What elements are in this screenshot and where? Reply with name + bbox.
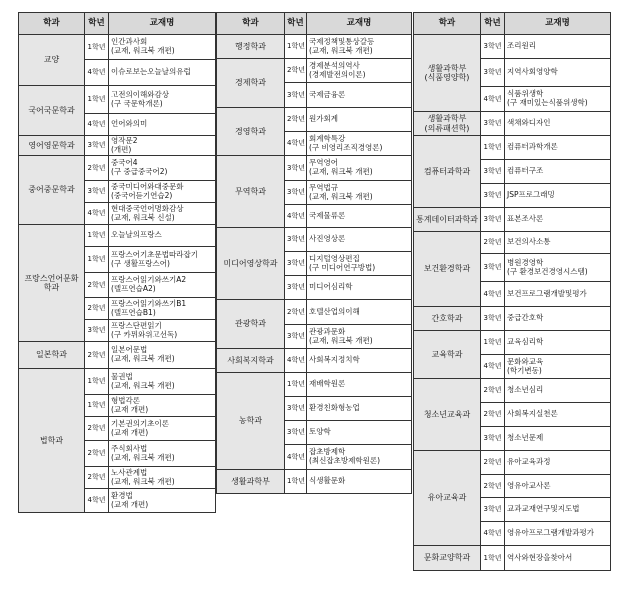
department-name: 통계데이터과학과 xyxy=(414,208,481,232)
department-name: 국어국문학과 xyxy=(19,86,85,136)
year-cell: 1학년 xyxy=(285,470,307,494)
table-row xyxy=(414,35,611,59)
year-cell: 1학년 xyxy=(285,373,307,397)
textbook-cell: 청소년심리 xyxy=(505,379,611,403)
year-cell: 4학년 xyxy=(481,87,505,112)
textbook-cell: 일본어문법 (교재, 워크북 개편) xyxy=(109,342,216,369)
year-cell: 3학년 xyxy=(481,184,505,208)
year-cell: 1학년 xyxy=(85,369,109,395)
year-cell: 2학년 xyxy=(481,451,505,475)
year-cell: 2학년 xyxy=(85,156,109,181)
table-row xyxy=(414,546,611,571)
year-cell: 3학년 xyxy=(285,252,307,276)
year-cell: 4학년 xyxy=(85,489,109,513)
textbook-cell: 표본조사론 xyxy=(505,208,611,232)
textbook-cell: 프랑스어읽기와쓰기B1 (델프연습B1) xyxy=(109,298,216,320)
textbook-cell: 사회복지실천론 xyxy=(505,403,611,427)
department-name: 경영학과 xyxy=(217,108,285,156)
department-name: 중어중문학과 xyxy=(19,156,85,225)
department-name: 일본학과 xyxy=(19,342,85,369)
textbook-cell: 경제분석의역사 (경제발전의이론) xyxy=(307,59,412,83)
table-row xyxy=(19,225,216,247)
textbook-cell: 원가회계 xyxy=(307,108,412,132)
textbook-cell: 컴퓨터과학개론 xyxy=(505,136,611,160)
department-name: 컴퓨터과학과 xyxy=(414,136,481,208)
textbook-cell: 병원경영학 (구 환경보건경영시스템) xyxy=(505,254,611,282)
table-row xyxy=(414,451,611,475)
textbook-cell: 프랑스단편읽기 (구 카뮈와위고선독) xyxy=(109,320,216,342)
year-cell: 4학년 xyxy=(285,132,307,156)
textbook-cell: 교육심리학 xyxy=(505,331,611,355)
year-cell: 4학년 xyxy=(285,349,307,373)
textbook-cell: 기본권의기초이론 (교재 개편) xyxy=(109,417,216,441)
table-row xyxy=(19,369,216,395)
year-cell: 1학년 xyxy=(481,331,505,355)
header-year: 학년 xyxy=(481,13,505,35)
textbook-cell: 사진영상론 xyxy=(307,228,412,252)
table-row xyxy=(19,342,216,369)
table-row xyxy=(414,136,611,160)
year-cell: 3학년 xyxy=(85,136,109,156)
textbook-cell: 영작문2 (개편) xyxy=(109,136,216,156)
department-name: 미디어영상학과 xyxy=(217,228,285,300)
year-cell: 2학년 xyxy=(85,342,109,369)
table-row xyxy=(414,208,611,232)
year-cell: 1학년 xyxy=(85,35,109,60)
year-cell: 3학년 xyxy=(85,181,109,203)
textbook-cell: 국제금융론 xyxy=(307,83,412,108)
table-row xyxy=(414,331,611,355)
table-row xyxy=(217,59,412,83)
year-cell: 2학년 xyxy=(481,475,505,498)
textbook-cell: 프랑스어읽기와쓰기A2 (델프연습A2) xyxy=(109,273,216,298)
textbook-cell: 주식회사법 (교재, 워크북 개편) xyxy=(109,441,216,467)
table-row xyxy=(217,373,412,397)
textbook-cell: 미디어심리학 xyxy=(307,276,412,300)
textbook-cell: 영유아프로그램개발과평가 xyxy=(505,522,611,546)
department-name: 보건환경학과 xyxy=(414,232,481,307)
year-cell: 4학년 xyxy=(285,445,307,470)
year-cell: 1학년 xyxy=(85,395,109,417)
year-cell: 4학년 xyxy=(85,60,109,86)
department-name: 행정학과 xyxy=(217,35,285,59)
table-row xyxy=(217,228,412,252)
year-cell: 3학년 xyxy=(481,160,505,184)
header-row xyxy=(217,13,412,35)
textbook-cell: 프랑스어기초문법따라잡기 (구 생활프랑스어) xyxy=(109,247,216,273)
year-cell: 3학년 xyxy=(285,181,307,205)
table-row xyxy=(217,470,412,494)
textbook-cell: 지역사회영양학 xyxy=(505,59,611,87)
header-row xyxy=(414,13,611,35)
year-cell: 2학년 xyxy=(85,273,109,298)
textbook-cell: 고전의이해와감상 (구 국문학개론) xyxy=(109,86,216,114)
department-name: 간호학과 xyxy=(414,307,481,331)
header-dept: 학과 xyxy=(414,13,481,35)
table-row xyxy=(414,232,611,254)
department-name: 관광학과 xyxy=(217,300,285,349)
year-cell: 3학년 xyxy=(481,307,505,331)
textbook-table-1 xyxy=(18,12,216,513)
year-cell: 3학년 xyxy=(285,421,307,445)
year-cell: 2학년 xyxy=(481,232,505,254)
textbook-cell: 식품위생학 (구 재미있는식품위생학) xyxy=(505,87,611,112)
year-cell: 4학년 xyxy=(285,205,307,228)
header-book: 교재명 xyxy=(307,13,412,35)
textbook-cell: 문화와교육 (학기변동) xyxy=(505,355,611,379)
textbook-cell: 컴퓨터구조 xyxy=(505,160,611,184)
year-cell: 2학년 xyxy=(285,108,307,132)
year-cell: 3학년 xyxy=(481,112,505,136)
textbook-cell: 호텔산업의이해 xyxy=(307,300,412,325)
textbook-cell: 환경법 (교재 개편) xyxy=(109,489,216,513)
table-row xyxy=(217,300,412,325)
textbook-cell: 영유아교사론 xyxy=(505,475,611,498)
table-row xyxy=(414,307,611,331)
textbook-cell: 중국미디어와대중문화 (중국어듣기연습2) xyxy=(109,181,216,203)
header-dept: 학과 xyxy=(217,13,285,35)
table-row xyxy=(414,112,611,136)
textbook-cell: 국제물류론 xyxy=(307,205,412,228)
textbook-cell: 사회복지정치학 xyxy=(307,349,412,373)
year-cell: 2학년 xyxy=(85,417,109,441)
year-cell: 3학년 xyxy=(285,156,307,181)
year-cell: 2학년 xyxy=(285,59,307,83)
year-cell: 3학년 xyxy=(285,83,307,108)
textbook-cell: 회계학특강 (구 비영리조직경영론) xyxy=(307,132,412,156)
textbook-cell: 청소년문제 xyxy=(505,427,611,451)
year-cell: 3학년 xyxy=(481,59,505,87)
department-name: 농학과 xyxy=(217,373,285,470)
year-cell: 3학년 xyxy=(85,320,109,342)
textbook-cell: 잡초방제학 (최신잡초방제학원론) xyxy=(307,445,412,470)
textbook-cell: JSP프로그래밍 xyxy=(505,184,611,208)
header-book: 교재명 xyxy=(109,13,216,35)
year-cell: 2학년 xyxy=(85,441,109,467)
department-name: 생활과학부 (식품영양학) xyxy=(414,35,481,112)
textbook-cell: 역사와현장을찾아서 xyxy=(505,546,611,571)
year-cell: 1학년 xyxy=(85,86,109,114)
table-row xyxy=(19,156,216,181)
table-row xyxy=(217,349,412,373)
year-cell: 2학년 xyxy=(285,300,307,325)
textbook-cell: 노사관계법 (교재, 워크북 개편) xyxy=(109,467,216,489)
textbook-cell: 이슈로보는오늘날의유럽 xyxy=(109,60,216,86)
textbook-cell: 현대중국언어명화감상 (교재, 워크북 신설) xyxy=(109,203,216,225)
textbook-cell: 무역법규 (교재, 워크북 개편) xyxy=(307,181,412,205)
textbook-cell: 토양학 xyxy=(307,421,412,445)
table-row xyxy=(217,35,412,59)
year-cell: 3학년 xyxy=(285,276,307,300)
department-name: 영어영문학과 xyxy=(19,136,85,156)
year-cell: 1학년 xyxy=(481,136,505,160)
year-cell: 3학년 xyxy=(481,427,505,451)
textbook-cell: 중국어4 (구 중급중국어2) xyxy=(109,156,216,181)
header-year: 학년 xyxy=(285,13,307,35)
department-name: 문화교양학과 xyxy=(414,546,481,571)
table-row xyxy=(19,86,216,114)
year-cell: 1학년 xyxy=(85,225,109,247)
year-cell: 4학년 xyxy=(85,114,109,136)
textbook-cell: 유아교육과정 xyxy=(505,451,611,475)
department-name: 유아교육과 xyxy=(414,451,481,546)
department-name: 생활과학부 xyxy=(217,470,285,494)
textbook-cell: 형법각론 (교재 개편) xyxy=(109,395,216,417)
table-row xyxy=(19,35,216,60)
year-cell: 3학년 xyxy=(481,35,505,59)
year-cell: 3학년 xyxy=(285,325,307,349)
year-cell: 1학년 xyxy=(85,247,109,273)
header-year: 학년 xyxy=(85,13,109,35)
textbook-table-3 xyxy=(413,12,611,571)
textbook-cell: 중급간호학 xyxy=(505,307,611,331)
textbook-cell: 조리원리 xyxy=(505,35,611,59)
table-row xyxy=(19,136,216,156)
year-cell: 3학년 xyxy=(285,228,307,252)
year-cell: 3학년 xyxy=(481,208,505,232)
textbook-cell: 환경친화형농업 xyxy=(307,397,412,421)
textbook-cell: 보건의사소통 xyxy=(505,232,611,254)
department-name: 무역학과 xyxy=(217,156,285,228)
textbook-cell: 식생활문화 xyxy=(307,470,412,494)
textbook-table-2 xyxy=(216,12,412,494)
year-cell: 4학년 xyxy=(481,282,505,307)
textbook-cell: 무역영어 (교재, 워크북 개편) xyxy=(307,156,412,181)
table-row xyxy=(217,108,412,132)
year-cell: 4학년 xyxy=(481,355,505,379)
textbook-cell: 재배학원론 xyxy=(307,373,412,397)
table-row xyxy=(217,156,412,181)
header-dept: 학과 xyxy=(19,13,85,35)
year-cell: 2학년 xyxy=(481,403,505,427)
department-name: 사회복지학과 xyxy=(217,349,285,373)
year-cell: 2학년 xyxy=(85,298,109,320)
header-row xyxy=(19,13,216,35)
year-cell: 3학년 xyxy=(481,254,505,282)
textbook-cell: 언어와의미 xyxy=(109,114,216,136)
year-cell: 2학년 xyxy=(481,379,505,403)
textbook-cell: 교과교재연구및지도법 xyxy=(505,498,611,522)
department-name: 청소년교육과 xyxy=(414,379,481,451)
header-book: 교재명 xyxy=(505,13,611,35)
textbook-cell: 인간과사회 (교재, 워크북 개편) xyxy=(109,35,216,60)
year-cell: 1학년 xyxy=(481,546,505,571)
table-row xyxy=(414,379,611,403)
department-name: 프랑스언어문화학과 xyxy=(19,225,85,342)
textbook-cell: 물권법 (교재, 워크북 개편) xyxy=(109,369,216,395)
year-cell: 4학년 xyxy=(85,203,109,225)
textbook-cell: 관광과문화 (교재, 워크북 개편) xyxy=(307,325,412,349)
textbook-cell: 보건프로그램개발및평가 xyxy=(505,282,611,307)
textbook-cell: 디지털영상편집 (구 미디어연구방법) xyxy=(307,252,412,276)
department-name: 생활과학부 (의류패션학) xyxy=(414,112,481,136)
year-cell: 2학년 xyxy=(85,467,109,489)
department-name: 경제학과 xyxy=(217,59,285,108)
textbook-cell: 색채와디자인 xyxy=(505,112,611,136)
year-cell: 1학년 xyxy=(285,35,307,59)
textbook-cell: 오늘날의프랑스 xyxy=(109,225,216,247)
year-cell: 4학년 xyxy=(481,522,505,546)
department-name: 법학과 xyxy=(19,369,85,513)
department-name: 교양 xyxy=(19,35,85,86)
department-name: 교육학과 xyxy=(414,331,481,379)
textbook-cell: 국제정책및통상갈등 (교재, 워크북 개편) xyxy=(307,35,412,59)
year-cell: 3학년 xyxy=(481,498,505,522)
year-cell: 3학년 xyxy=(285,397,307,421)
